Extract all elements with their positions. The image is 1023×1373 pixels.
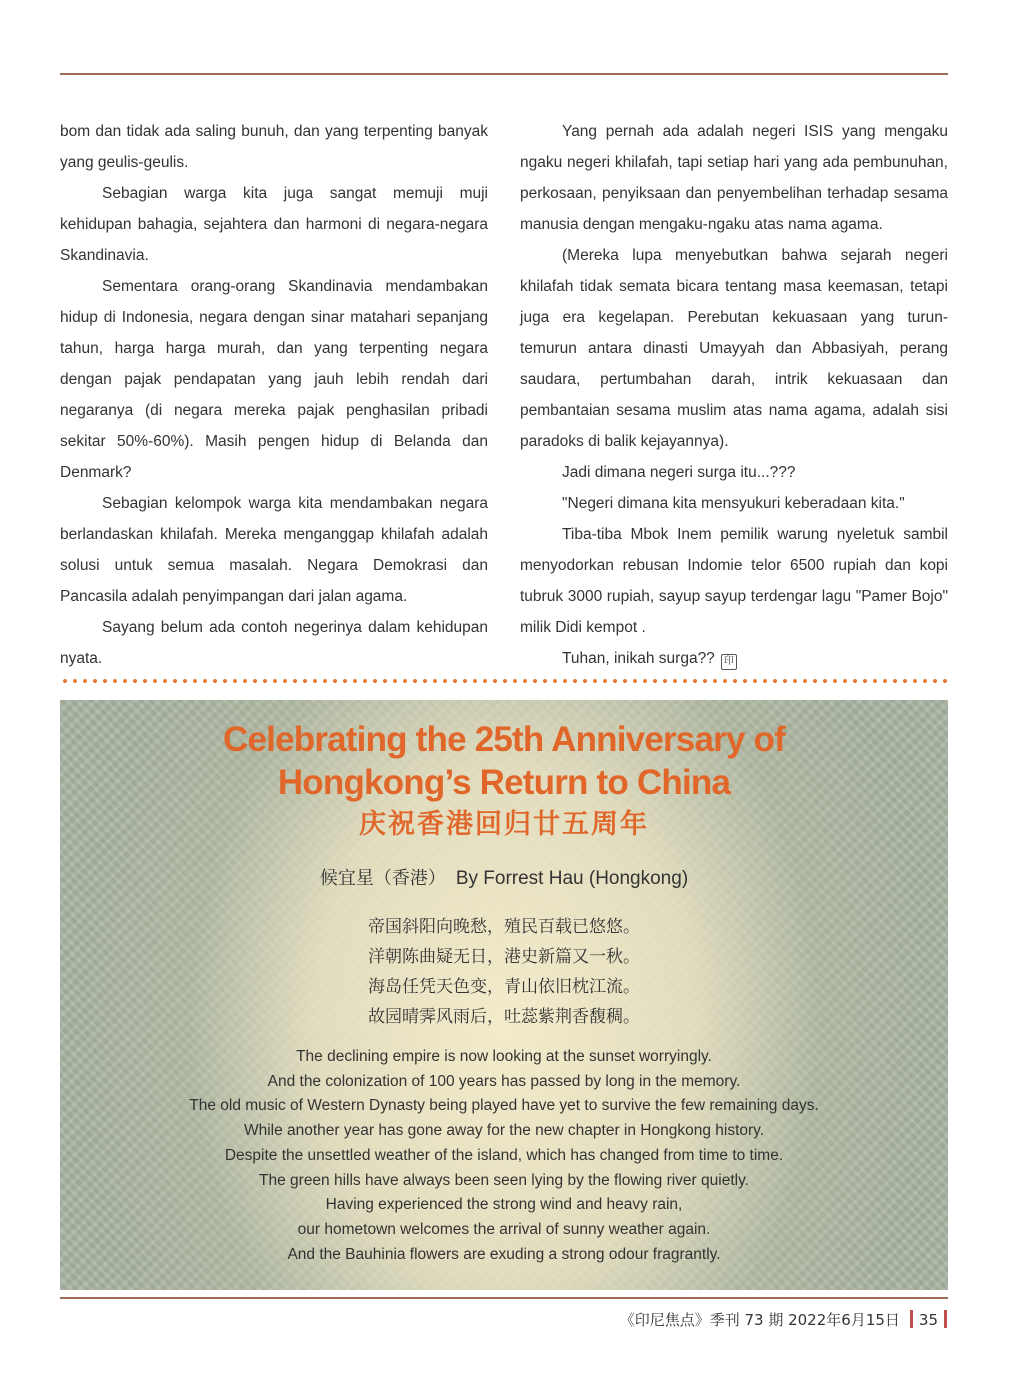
byline xyxy=(60,864,948,890)
page-number: 35 xyxy=(918,1311,938,1329)
poem-line-chinese: 帝国斜阳向晚愁，殖民百载已悠悠。 xyxy=(368,917,640,937)
poem-line-english: The green hills have always been seen lying by the flowing river quietly. xyxy=(259,1171,749,1189)
article-paragraph: Sebagian kelompok warga kita mendambakan negara berlandaskan khilafah. Mereka menganggap khilafah adalah solusi untuk semua masalah. Negara Demokrasi dan Pancasila adalah penyimpangan dari jalan agama. xyxy=(60,495,488,605)
article-left-column xyxy=(60,116,488,674)
dotted-divider xyxy=(60,677,948,685)
article-paragraph: Sebagian warga kita juga sangat memuji muji kehidupan bahagia, sejahtera dan harmoni di negara-negara Skandinavia. xyxy=(60,185,488,264)
poem-line-english: The old music of Western Dynasty being played have yet to survive the few remaining days. xyxy=(189,1097,819,1115)
poem-line-chinese: 故园晴霁风雨后，吐蕊紫荆香馥稠。 xyxy=(368,1007,640,1027)
article-paragraph: "Negeri dimana kita mensyukuri keberadaan kita." xyxy=(562,495,905,512)
poem-line-english: Having experienced the strong wind and heavy rain, xyxy=(325,1196,683,1214)
end-seal-icon: 印 xyxy=(721,654,737,670)
feature-title-line-2: Hongkong’s Return to China xyxy=(277,763,731,802)
article-paragraph: (Mereka lupa menyebutkan bahwa sejarah negeri khilafah tidak semata bicara tentang masa keemasan, tetapi juga era kegelapan. Perebutan kekuasaan yang turun-temurun antara dinasti Umayyah dan Abbasiyah, perang saudara, pertumbahan darah, intrik kekuasaan dan pembantaian sesama muslim atas nama agama, adalah sisi paradoks di balik kejayannya). xyxy=(520,247,948,450)
article-paragraph: bom dan tidak ada saling bunuh, dan yang terpenting banyak yang geulis-geulis. xyxy=(60,123,488,171)
poem-line-english: our hometown welcomes the arrival of sunny weather again. xyxy=(297,1220,711,1238)
article-paragraph: Yang pernah ada adalah negeri ISIS yang mengaku ngaku negeri khilafah, tapi setiap hari yang ada pembunuhan, perkosaan, penyiksaan dan penyembelihan terhadap sesama manusia dengan mengaku-ngaku atas nama agama. xyxy=(520,123,948,233)
author-chinese: 候宜星（香港） xyxy=(319,868,446,889)
poem-line-english: And the colonization of 100 years has passed by long in the memory. xyxy=(267,1072,741,1090)
poem-line-english: And the Bauhinia flowers are exuding a strong odour fragrantly. xyxy=(287,1245,721,1263)
feature-title xyxy=(60,718,948,804)
author-english: By Forrest Hau (Hongkong) xyxy=(455,868,689,889)
feature-panel xyxy=(60,700,948,1290)
poem-line-chinese: 海岛任凭天色变，青山依旧枕江流。 xyxy=(368,977,640,997)
poem-line-english: The declining empire is now looking at the sunset worryingly. xyxy=(296,1048,712,1065)
closing-line: Tuhan, inikah surga?? 印 xyxy=(520,643,948,674)
poem-chinese xyxy=(60,912,948,1032)
footer-bar xyxy=(910,1310,913,1328)
feature-title-chinese: 庆祝香港回归廿五周年 xyxy=(359,809,649,840)
article-paragraph: Tiba-tiba Mbok Inem pemilik warung nyeletuk sambil menyodorkan rebusan Indomie telor 6500 rupiah dan kopi tubruk 3000 rupiah, sayup sayup terdengar lagu "Pamer Bojo" milik Didi kempot . xyxy=(520,526,948,636)
footer-bar xyxy=(944,1310,947,1328)
feature-title-line-1: Celebrating the 25th Anniversary of xyxy=(223,720,785,759)
article-paragraph: Jadi dimana negeri surga itu...??? xyxy=(562,464,796,481)
publication-info: 《印尼焦点》季刊 73 期 2022年6月15日 xyxy=(619,1311,900,1329)
poem-line-english: While another year has gone away for the new chapter in Hongkong history. xyxy=(243,1122,765,1140)
bottom-rule xyxy=(60,1297,948,1299)
page-footer xyxy=(620,1309,947,1330)
poem-line-english: Despite the unsettled weather of the island, which has changed from time to time. xyxy=(224,1146,784,1164)
poem-line-chinese: 洋朝陈曲疑无日，港史新篇又一秋。 xyxy=(368,947,640,967)
article-paragraph: Sayang belum ada contoh negerinya dalam kehidupan nyata. xyxy=(60,619,488,667)
top-rule xyxy=(60,73,948,75)
article-paragraph: Sementara orang-orang Skandinavia mendambakan hidup di Indonesia, negara dengan sinar matahari sepanjang tahun, harga harga murah, dan yang terpenting negara dengan pajak pendapatan yang jauh lebih rendah dari negaranya (di negara mereka pajak penghasilan pribadi sekitar 50%-60%). Masih pengen hidup di Belanda dan Denmark? xyxy=(60,278,488,481)
poem-english xyxy=(60,1045,948,1267)
article-right-column xyxy=(520,116,948,674)
